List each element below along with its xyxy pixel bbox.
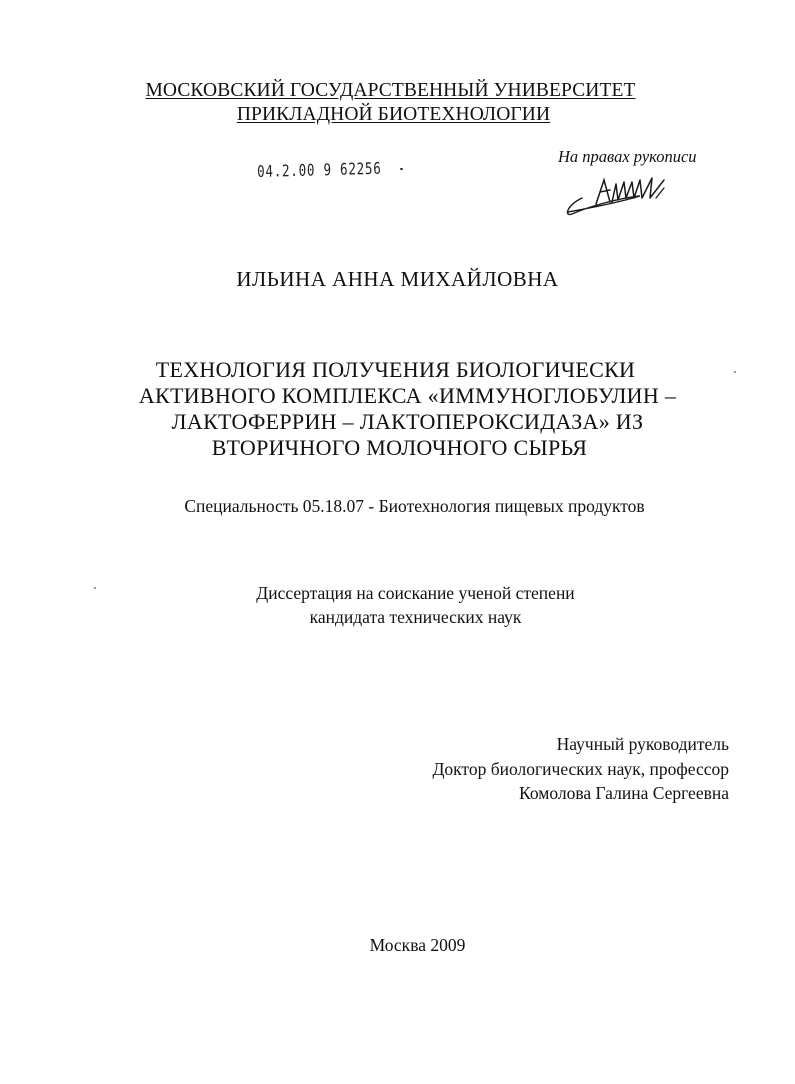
scan-speck bbox=[94, 587, 96, 589]
scan-speck bbox=[734, 371, 736, 373]
supervisor-degree: Доктор биологических наук, профессор bbox=[432, 759, 729, 779]
thesis-title-line-2: АКТИВНОГО КОМПЛЕКСА «ИММУНОГЛОБУЛИН – bbox=[138, 383, 677, 408]
university-name-line1: МОСКОВСКИЙ ГОСУДАРСТВЕННЫЙ УНИВЕРСИТЕТ bbox=[145, 80, 636, 101]
scan-speck bbox=[400, 168, 403, 170]
supervisor-role: Научный руководитель bbox=[556, 734, 729, 754]
city-year: Москва 2009 bbox=[369, 935, 466, 955]
author-name: ИЛЬИНА АННА МИХАЙЛОВНА bbox=[236, 267, 559, 291]
thesis-title-line-3: ЛАКТОФЕРРИН – ЛАКТОПЕРОКСИДАЗА» ИЗ bbox=[171, 409, 644, 434]
thesis-title-line-4: ВТОРИЧНОГО МОЛОЧНОГО СЫРЬЯ bbox=[211, 435, 588, 460]
thesis-title-line-1: ТЕХНОЛОГИЯ ПОЛУЧЕНИЯ БИОЛОГИЧЕСКИ bbox=[155, 357, 636, 382]
signature-icon bbox=[560, 168, 690, 220]
dissertation-degree-line2: кандидата технических наук bbox=[309, 607, 522, 627]
dissertation-degree-line1: Диссертация на соискание ученой степени bbox=[256, 583, 575, 603]
registration-stamp-number: 04.2.00 9 62256 bbox=[257, 158, 382, 181]
university-name-line2: ПРИКЛАДНОЙ БИОТЕХНОЛОГИИ bbox=[236, 104, 551, 125]
manuscript-rights-note: На правах рукописи bbox=[558, 147, 697, 166]
author-signature bbox=[560, 168, 690, 225]
supervisor-name: Комолова Галина Сергеевна bbox=[519, 783, 729, 803]
specialty: Специальность 05.18.07 - Биотехнология пищевых продуктов bbox=[184, 496, 645, 516]
